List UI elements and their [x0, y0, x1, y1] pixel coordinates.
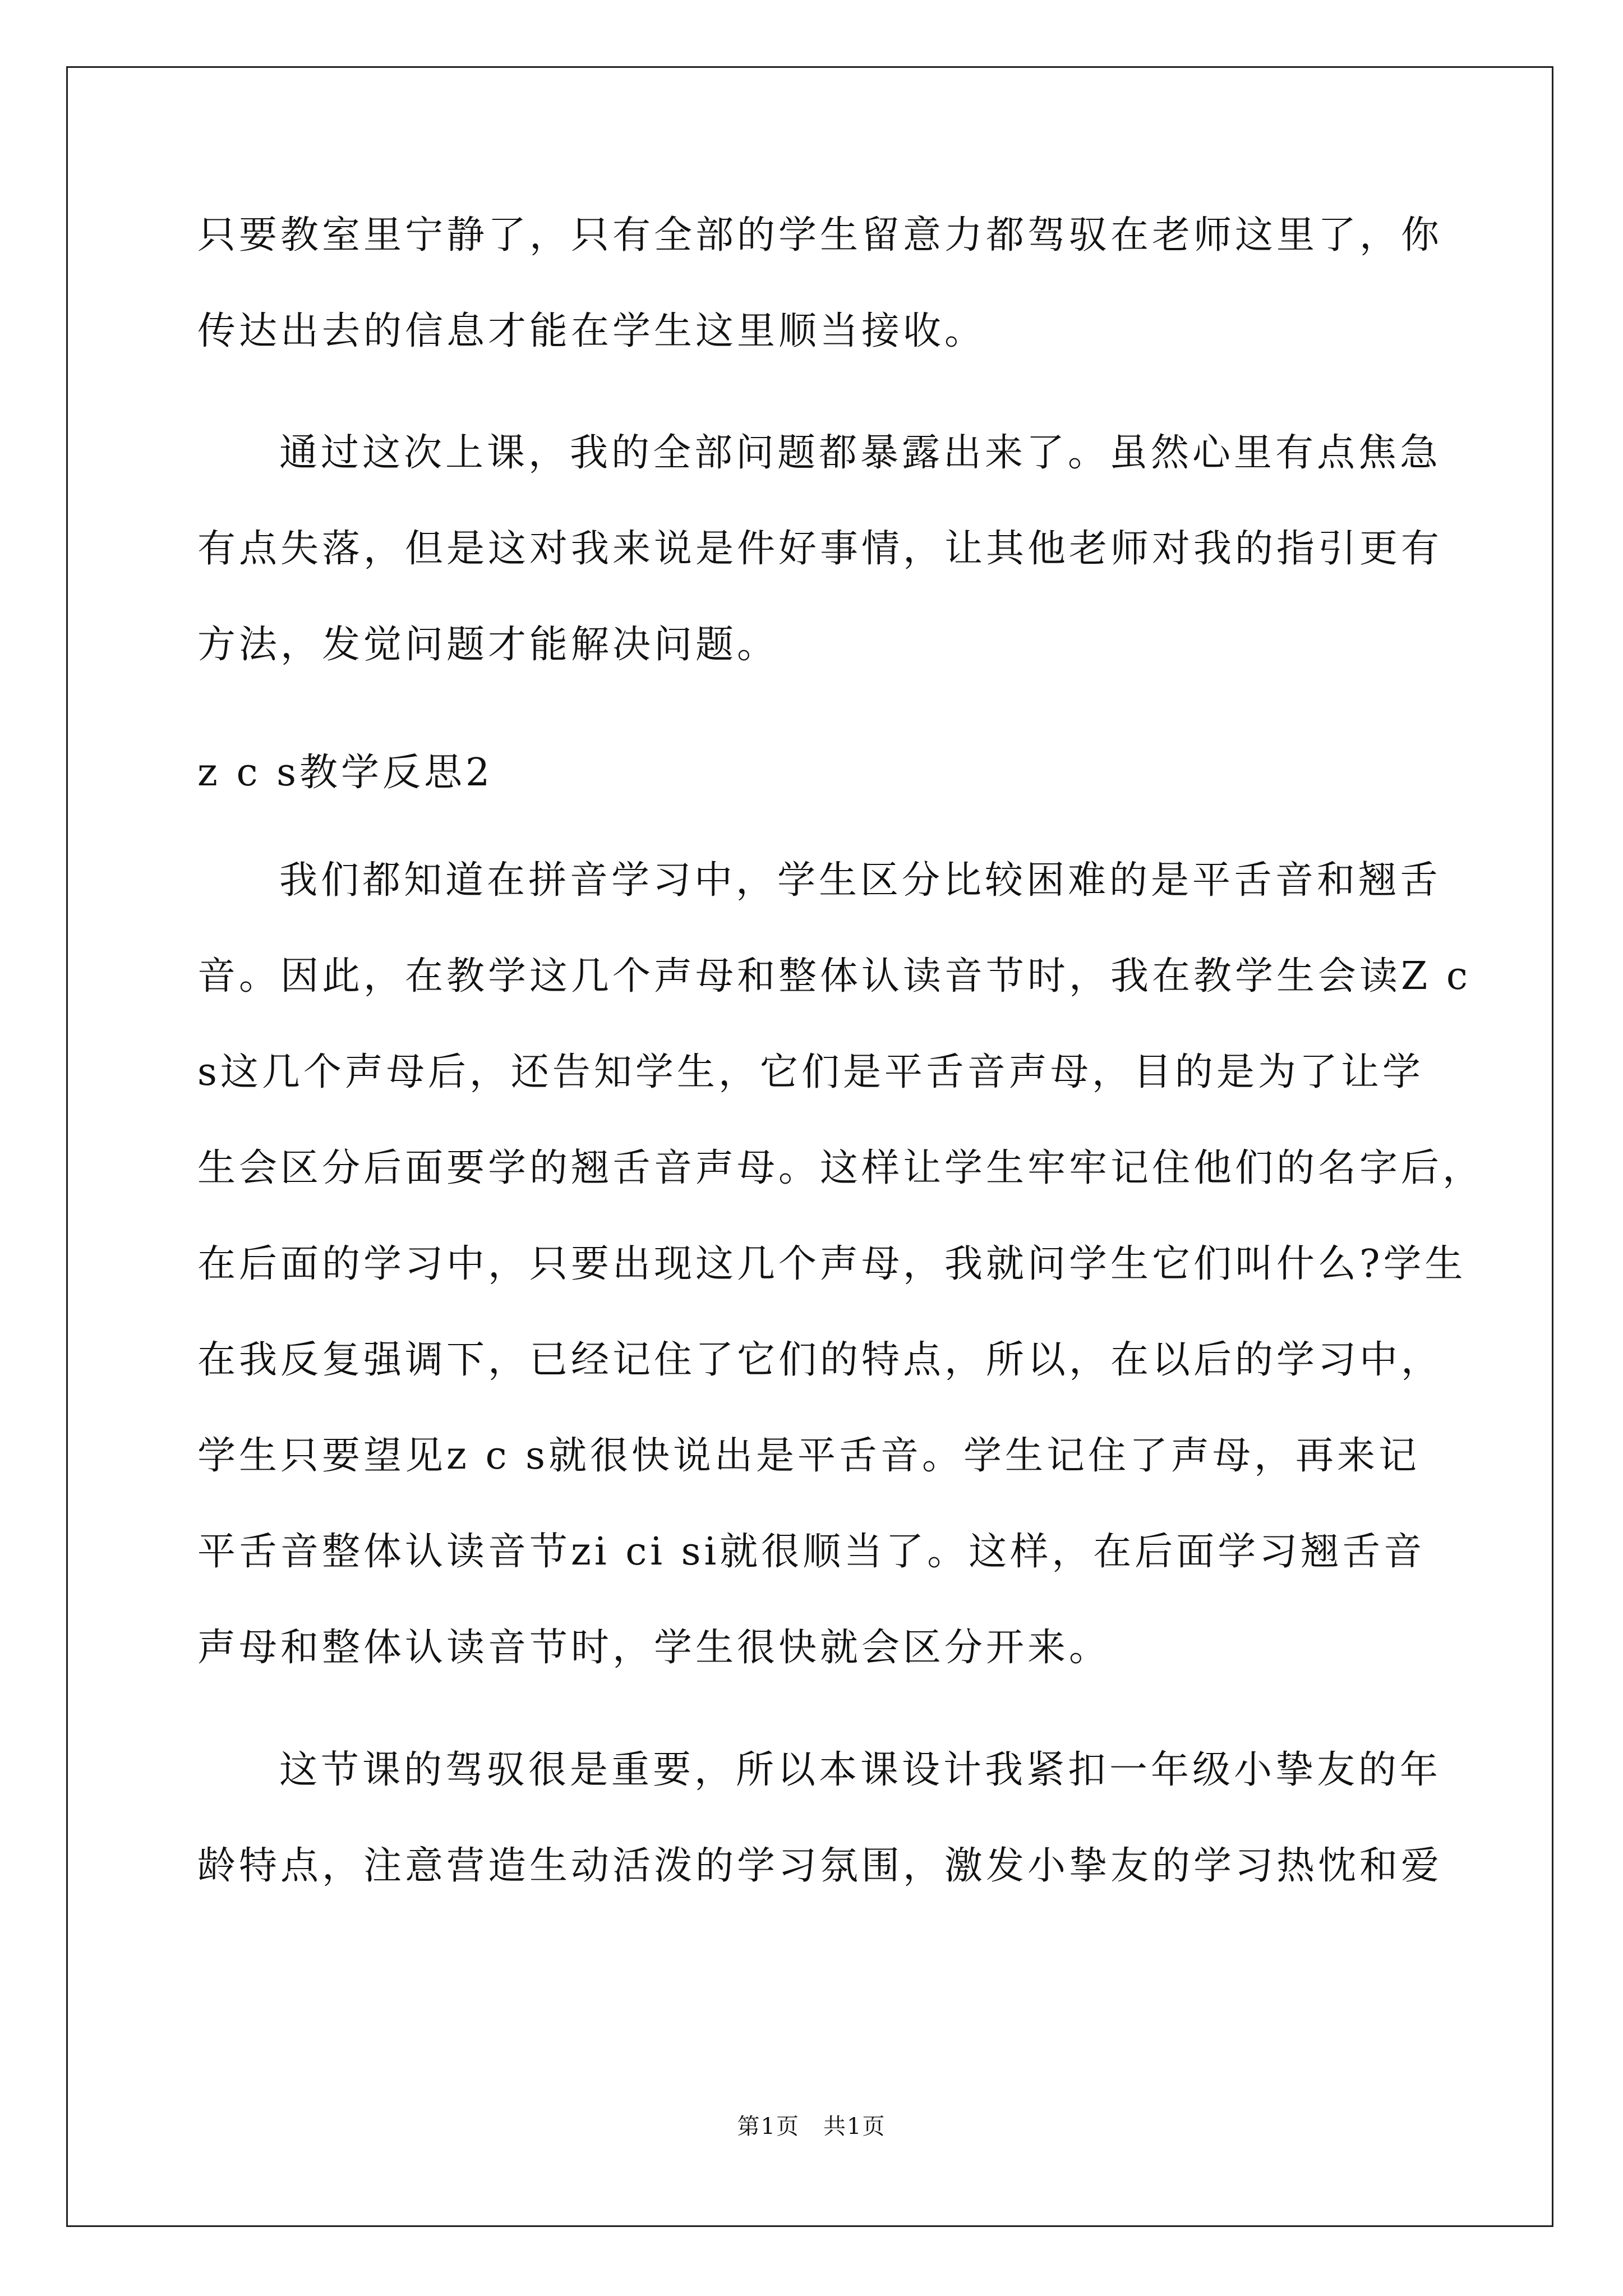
text-line: 声母和整体认读音节时，学生很快就会区分开来。 — [197, 1626, 1111, 1670]
text-line: 学生只要望见z c s就很快说出是平舌音。学生记住了声母，再来记 — [197, 1434, 1421, 1478]
paragraph-start-line: 我们都知道在拼音学习中，学生区分比较困难的是平舌音和翘舌 — [279, 858, 1442, 903]
section-heading: z c s教学反思2 — [197, 751, 494, 795]
text-line: 方法，发觉问题才能解决问题。 — [197, 623, 779, 667]
text-line: 龄特点，注意营造生动活泼的学习氛围，激发小挚友的学习热忱和爱 — [197, 1844, 1443, 1888]
text-line: 在我反复强调下，已经记住了它们的特点，所以，在以后的学习中， — [197, 1338, 1443, 1382]
text-line: 传达出去的信息才能在学生这里顺当接收。 — [197, 309, 986, 353]
paragraph-start-line: 这节课的驾驭很是重要，所以本课设计我紧扣一年级小挚友的年 — [279, 1748, 1442, 1792]
text-line: s这几个声母后，还告知学生，它们是平舌音声母，目的是为了让学 — [197, 1050, 1424, 1094]
text-line: 平舌音整体认读音节zi ci si就很顺当了。这样，在后面学习翘舌音 — [197, 1530, 1426, 1574]
text-line: 只要教室里宁静了，只有全部的学生留意力都驾驭在老师这里了，你 — [197, 213, 1443, 257]
paragraph-start-line: 通过这次上课，我的全部问题都暴露出来了。虽然心里有点焦急 — [279, 431, 1442, 475]
text-line: 在后面的学习中，只要出现这几个声母，我就问学生它们叫什么?学生 — [197, 1242, 1467, 1286]
page-number-footer: 第1页 共1页 — [737, 2114, 886, 2139]
text-line: 有点失落，但是这对我来说是件好事情，让其他老师对我的指引更有 — [197, 527, 1443, 571]
text-line: 生会区分后面要学的翘舌音声母。这样让学生牢牢记住他们的名字后， — [197, 1146, 1484, 1190]
text-line: 音。因此，在教学这几个声母和整体认读音节时，我在教学生会读Z c — [197, 954, 1471, 999]
